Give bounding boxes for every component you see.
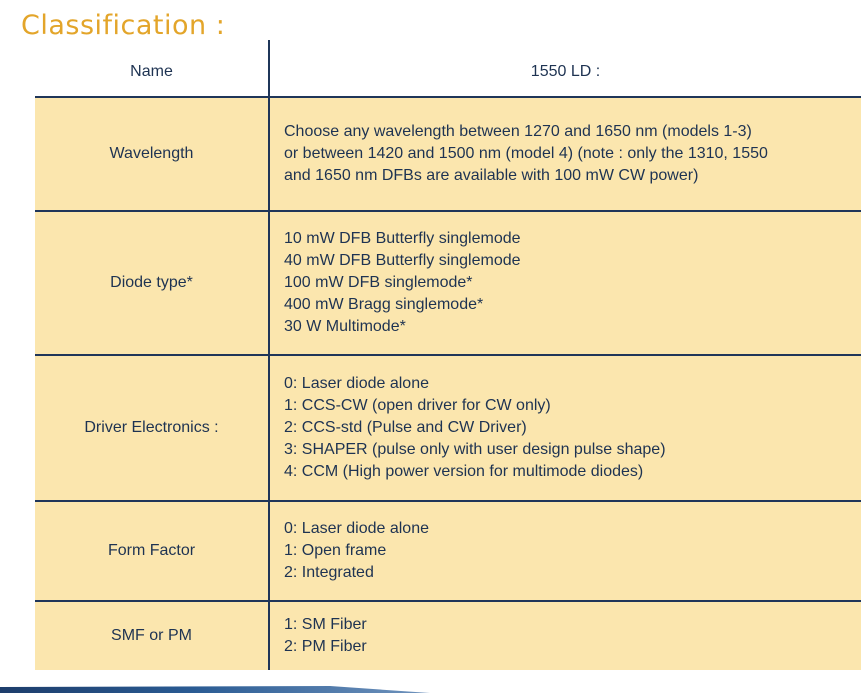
row-value — [284, 602, 853, 670]
table-row-wavelength — [35, 96, 861, 210]
header-value: 1550 LD : — [530, 63, 601, 80]
page-title: Classification : — [21, 10, 226, 41]
row-line: or between 1420 and 1500 nm (model 4) (note : only the 1310, 1550 — [284, 145, 768, 162]
table-row-driver-electronics — [35, 354, 861, 500]
row-line: 1: Open frame — [284, 542, 387, 559]
row-line: 10 mW DFB Butterfly singlemode — [284, 230, 521, 247]
row-line: 1: CCS-CW (open driver for CW only) — [284, 397, 551, 414]
column-divider — [268, 40, 270, 670]
table-row-diode-type — [35, 210, 861, 354]
bottom-accent-bar — [0, 684, 867, 693]
table-row-smf-or-pm — [35, 600, 861, 670]
table-row-form-factor — [35, 500, 861, 600]
row-name: Driver Electronics : — [84, 419, 219, 436]
row-name: SMF or PM — [111, 627, 192, 644]
row-name: Form Factor — [107, 542, 196, 559]
row-line: 2: CCS-std (Pulse and CW Driver) — [284, 419, 527, 436]
row-line: 100 mW DFB singlemode* — [284, 274, 473, 291]
row-line: 1: SM Fiber — [284, 616, 367, 633]
row-line: 0: Laser diode alone — [284, 375, 429, 392]
header-name: Name — [130, 63, 173, 80]
table-header — [35, 48, 861, 96]
row-value — [284, 98, 853, 210]
row-line: 40 mW DFB Butterfly singlemode — [284, 252, 521, 269]
row-line: Choose any wavelength between 1270 and 1650 nm (models 1-3) — [284, 123, 752, 140]
row-line: 400 mW Bragg singlemode* — [284, 296, 484, 313]
row-value — [284, 212, 853, 354]
row-line: 30 W Multimode* — [284, 318, 406, 335]
row-name: Wavelength — [109, 145, 194, 162]
row-value — [284, 356, 853, 500]
row-value — [284, 502, 853, 600]
row-line: 3: SHAPER (pulse only with user design pulse shape) — [284, 441, 666, 458]
row-line: and 1650 nm DFBs are available with 100 mW CW power) — [284, 167, 699, 184]
row-name: Diode type* — [110, 274, 193, 291]
row-line: 0: Laser diode alone — [284, 520, 429, 537]
row-line: 2: PM Fiber — [284, 638, 367, 655]
row-line: 2: Integrated — [284, 564, 374, 581]
row-line: 4: CCM (High power version for multimode diodes) — [284, 463, 644, 480]
